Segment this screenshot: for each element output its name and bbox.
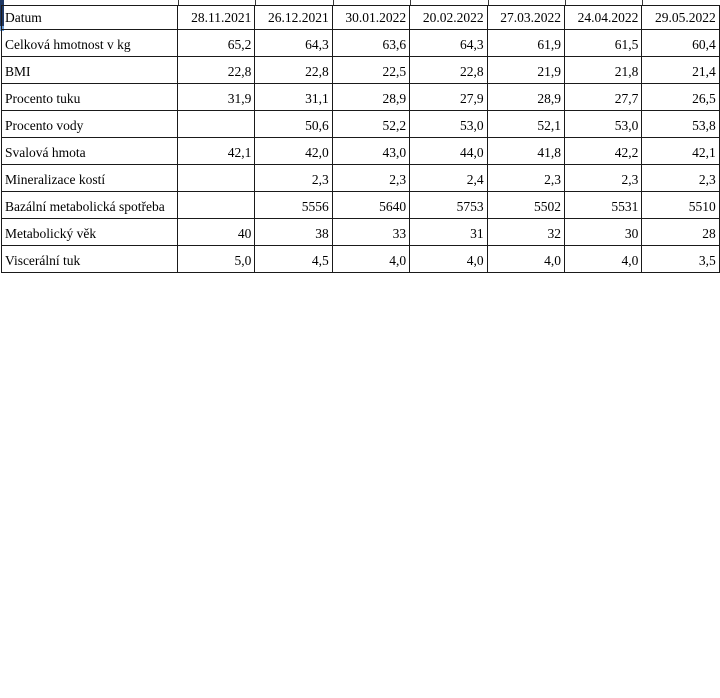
value-cell[interactable]: 43,0: [332, 138, 409, 165]
value-cell[interactable]: 28,9: [487, 84, 564, 111]
value-cell[interactable]: 5556: [255, 192, 332, 219]
value-cell[interactable]: 2,3: [487, 165, 564, 192]
value-cell[interactable]: 4,5: [255, 246, 332, 273]
row-label-cell[interactable]: Procento vody: [2, 111, 178, 138]
table-row: [2, 111, 720, 138]
value-cell[interactable]: 38: [255, 219, 332, 246]
value-cell[interactable]: 41,8: [487, 138, 564, 165]
value-cell[interactable]: 28: [642, 219, 719, 246]
value-cell[interactable]: 53,8: [642, 111, 719, 138]
value-cell[interactable]: [178, 165, 255, 192]
value-cell[interactable]: 42,1: [642, 138, 719, 165]
value-cell[interactable]: 5531: [564, 192, 641, 219]
value-cell[interactable]: 27,7: [564, 84, 641, 111]
table-header-row: [2, 6, 720, 30]
value-cell[interactable]: 2,4: [410, 165, 487, 192]
value-cell[interactable]: 60,4: [642, 30, 719, 57]
row-label-cell[interactable]: Procento tuku: [2, 84, 178, 111]
row-label-cell[interactable]: Svalová hmota: [2, 138, 178, 165]
value-cell[interactable]: 4,0: [410, 246, 487, 273]
table-row: [2, 165, 720, 192]
value-cell[interactable]: 27,9: [410, 84, 487, 111]
value-cell[interactable]: 4,0: [564, 246, 641, 273]
value-cell[interactable]: 26,5: [642, 84, 719, 111]
table-row: [2, 246, 720, 273]
row-label-cell[interactable]: BMI: [2, 57, 178, 84]
row-label-cell[interactable]: Celková hmotnost v kg: [2, 30, 178, 57]
measurements-table: [1, 5, 720, 273]
value-cell[interactable]: 5640: [332, 192, 409, 219]
value-cell[interactable]: 33: [332, 219, 409, 246]
value-cell[interactable]: 61,5: [564, 30, 641, 57]
value-cell[interactable]: 52,1: [487, 111, 564, 138]
value-cell[interactable]: 50,6: [255, 111, 332, 138]
value-cell[interactable]: 5502: [487, 192, 564, 219]
value-cell[interactable]: 21,4: [642, 57, 719, 84]
value-cell[interactable]: 21,8: [564, 57, 641, 84]
value-cell[interactable]: 63,6: [332, 30, 409, 57]
value-cell[interactable]: 5510: [642, 192, 719, 219]
value-cell[interactable]: 61,9: [487, 30, 564, 57]
value-cell[interactable]: [178, 192, 255, 219]
value-cell[interactable]: 30: [564, 219, 641, 246]
table-row: [2, 30, 720, 57]
header-cell-date[interactable]: 27.03.2022: [487, 6, 564, 30]
value-cell[interactable]: 21,9: [487, 57, 564, 84]
table-row: [2, 192, 720, 219]
value-cell[interactable]: 5,0: [178, 246, 255, 273]
header-cell-datum[interactable]: Datum: [2, 6, 178, 30]
value-cell[interactable]: 64,3: [410, 30, 487, 57]
value-cell[interactable]: [178, 111, 255, 138]
value-cell[interactable]: 31: [410, 219, 487, 246]
value-cell[interactable]: 31,1: [255, 84, 332, 111]
value-cell[interactable]: 2,3: [332, 165, 409, 192]
value-cell[interactable]: 4,0: [487, 246, 564, 273]
table-row: [2, 84, 720, 111]
value-cell[interactable]: 44,0: [410, 138, 487, 165]
value-cell[interactable]: 22,5: [332, 57, 409, 84]
value-cell[interactable]: 32: [487, 219, 564, 246]
value-cell[interactable]: 4,0: [332, 246, 409, 273]
row-label-cell[interactable]: Bazální metabolická spotřeba: [2, 192, 178, 219]
value-cell[interactable]: 42,1: [178, 138, 255, 165]
header-cell-date[interactable]: 28.11.2021: [178, 6, 255, 30]
table-row: [2, 138, 720, 165]
value-cell[interactable]: 65,2: [178, 30, 255, 57]
value-cell[interactable]: 3,5: [642, 246, 719, 273]
row-label-cell[interactable]: Mineralizace kostí: [2, 165, 178, 192]
value-cell[interactable]: 22,8: [410, 57, 487, 84]
table-row: [2, 219, 720, 246]
row-label-cell[interactable]: Metabolický věk: [2, 219, 178, 246]
value-cell[interactable]: 5753: [410, 192, 487, 219]
value-cell[interactable]: 31,9: [178, 84, 255, 111]
value-cell[interactable]: 2,3: [642, 165, 719, 192]
value-cell[interactable]: 2,3: [564, 165, 641, 192]
value-cell[interactable]: 2,3: [255, 165, 332, 192]
header-cell-date[interactable]: 30.01.2022: [332, 6, 409, 30]
value-cell[interactable]: 53,0: [410, 111, 487, 138]
value-cell[interactable]: 22,8: [178, 57, 255, 84]
header-cell-date[interactable]: 20.02.2022: [410, 6, 487, 30]
value-cell[interactable]: 53,0: [564, 111, 641, 138]
header-cell-date[interactable]: 26.12.2021: [255, 6, 332, 30]
value-cell[interactable]: 52,2: [332, 111, 409, 138]
value-cell[interactable]: 64,3: [255, 30, 332, 57]
table-body: [2, 30, 720, 273]
table-row: [2, 57, 720, 84]
value-cell[interactable]: 40: [178, 219, 255, 246]
header-cell-date-selected[interactable]: 29.05.2022: [642, 6, 719, 30]
row-label-cell[interactable]: Viscerální tuk: [2, 246, 178, 273]
value-cell[interactable]: 42,0: [255, 138, 332, 165]
value-cell[interactable]: 28,9: [332, 84, 409, 111]
value-cell[interactable]: 22,8: [255, 57, 332, 84]
header-cell-date[interactable]: 24.04.2022: [564, 6, 641, 30]
value-cell[interactable]: 42,2: [564, 138, 641, 165]
